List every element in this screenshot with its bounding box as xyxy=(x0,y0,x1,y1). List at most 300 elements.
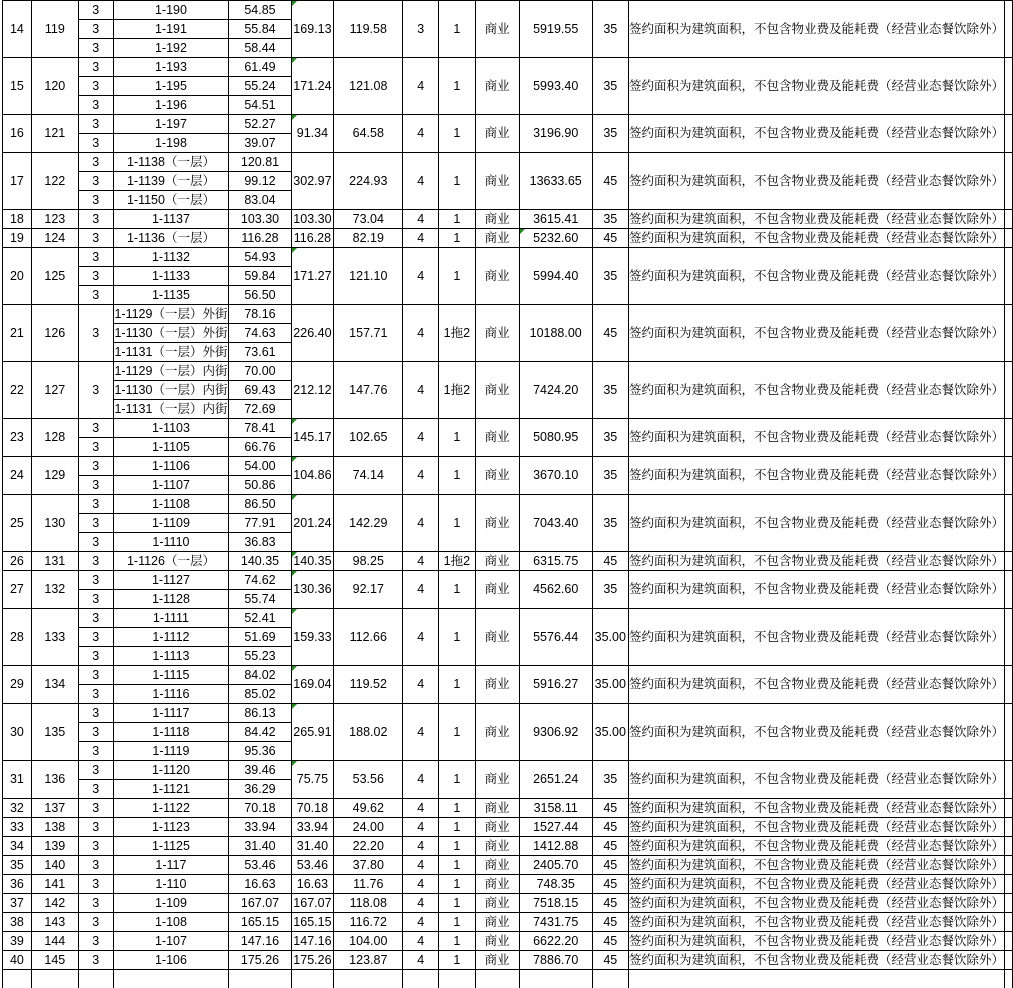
building-cell[interactable]: 3 xyxy=(78,115,113,134)
room-cell[interactable]: 1-1127 xyxy=(113,571,229,590)
price-cell[interactable]: 3615.41 xyxy=(519,210,592,229)
building-cell[interactable]: 3 xyxy=(78,571,113,590)
total-area-cell[interactable]: 53.46 xyxy=(291,856,333,875)
unit-no-cell[interactable]: 126 xyxy=(31,305,78,362)
price-cell[interactable]: 748.35 xyxy=(519,875,592,894)
building-cell[interactable]: 3 xyxy=(78,153,113,172)
total-area-cell[interactable]: 16.63 xyxy=(291,875,333,894)
room-area-cell[interactable]: 116.28 xyxy=(229,229,291,248)
layout-cell[interactable]: 1 xyxy=(439,894,476,913)
price-cell[interactable]: 7431.75 xyxy=(519,913,592,932)
rate-cell[interactable]: 35 xyxy=(592,457,628,495)
total-area-cell[interactable]: 212.12 xyxy=(291,362,333,419)
building-cell[interactable]: 3 xyxy=(78,913,113,932)
inner-area-cell[interactable]: 119.58 xyxy=(334,1,403,58)
note-cell[interactable]: 签约面积为建筑面积，不包含物业费及能耗费（经营业态餐饮除外） xyxy=(628,837,1004,856)
layout-cell[interactable]: 1 xyxy=(439,856,476,875)
floors-cell[interactable]: 4 xyxy=(403,761,439,799)
room-area-cell[interactable]: 74.62 xyxy=(229,571,291,590)
unit-no-cell[interactable]: 125 xyxy=(31,248,78,305)
room-cell[interactable]: 1-1125 xyxy=(113,837,229,856)
room-cell[interactable]: 1-1131（一层）外街 xyxy=(113,343,229,362)
layout-cell[interactable]: 1 xyxy=(439,799,476,818)
edge-cell[interactable] xyxy=(1005,761,1013,799)
inner-area-cell[interactable]: 112.66 xyxy=(334,609,403,666)
rate-cell[interactable]: 35 xyxy=(592,419,628,457)
type-cell[interactable]: 商业 xyxy=(475,229,519,248)
building-cell[interactable]: 3 xyxy=(78,723,113,742)
inner-area-cell[interactable]: 147.76 xyxy=(334,362,403,419)
room-cell[interactable]: 1-191 xyxy=(113,20,229,39)
room-area-cell[interactable]: 61.49 xyxy=(229,58,291,77)
total-area-cell[interactable]: 33.94 xyxy=(291,818,333,837)
room-cell[interactable]: 1-1129（一层）内街 xyxy=(113,362,229,381)
total-area-cell[interactable]: 167.07 xyxy=(291,894,333,913)
unit-no-cell[interactable]: 127 xyxy=(31,362,78,419)
floors-cell[interactable]: 4 xyxy=(403,666,439,704)
type-cell[interactable]: 商业 xyxy=(475,305,519,362)
inner-area-cell[interactable] xyxy=(334,970,403,988)
inner-area-cell[interactable]: 74.14 xyxy=(334,457,403,495)
room-cell[interactable]: 1-1129（一层）外街 xyxy=(113,305,229,324)
floors-cell[interactable]: 4 xyxy=(403,495,439,552)
edge-cell[interactable] xyxy=(1005,932,1013,951)
note-cell[interactable]: 签约面积为建筑面积，不包含物业费及能耗费（经营业态餐饮除外） xyxy=(628,818,1004,837)
seq-cell[interactable]: 33 xyxy=(3,818,32,837)
seq-cell[interactable]: 29 xyxy=(3,666,32,704)
building-cell[interactable]: 3 xyxy=(78,58,113,77)
building-cell[interactable]: 3 xyxy=(78,533,113,552)
room-area-cell[interactable]: 70.00 xyxy=(229,362,291,381)
price-cell[interactable]: 2405.70 xyxy=(519,856,592,875)
rate-cell[interactable]: 45 xyxy=(592,875,628,894)
seq-cell[interactable]: 37 xyxy=(3,894,32,913)
room-area-cell[interactable]: 175.26 xyxy=(229,951,291,970)
layout-cell[interactable]: 1 xyxy=(439,666,476,704)
inner-area-cell[interactable]: 224.93 xyxy=(334,153,403,210)
note-cell[interactable]: 签约面积为建筑面积，不包含物业费及能耗费（经营业态餐饮除外） xyxy=(628,666,1004,704)
edge-cell[interactable] xyxy=(1005,153,1013,210)
seq-cell[interactable]: 35 xyxy=(3,856,32,875)
edge-cell[interactable] xyxy=(1005,875,1013,894)
price-cell[interactable]: 13633.65 xyxy=(519,153,592,210)
price-cell[interactable]: 1412.88 xyxy=(519,837,592,856)
edge-cell[interactable] xyxy=(1005,913,1013,932)
inner-area-cell[interactable]: 11.76 xyxy=(334,875,403,894)
seq-cell[interactable]: 24 xyxy=(3,457,32,495)
note-cell[interactable]: 签约面积为建筑面积，不包含物业费及能耗费（经营业态餐饮除外） xyxy=(628,552,1004,571)
unit-no-cell[interactable]: 132 xyxy=(31,571,78,609)
room-cell[interactable]: 1-190 xyxy=(113,1,229,20)
edge-cell[interactable] xyxy=(1005,305,1013,362)
building-cell[interactable]: 3 xyxy=(78,951,113,970)
room-area-cell[interactable]: 69.43 xyxy=(229,381,291,400)
inner-area-cell[interactable]: 53.56 xyxy=(334,761,403,799)
note-cell[interactable]: 签约面积为建筑面积，不包含物业费及能耗费（经营业态餐饮除外） xyxy=(628,932,1004,951)
room-area-cell[interactable]: 39.46 xyxy=(229,761,291,780)
total-area-cell[interactable]: 159.33 xyxy=(291,609,333,666)
type-cell[interactable]: 商业 xyxy=(475,704,519,761)
layout-cell[interactable]: 1 xyxy=(439,913,476,932)
price-cell[interactable]: 3670.10 xyxy=(519,457,592,495)
unit-no-cell[interactable]: 143 xyxy=(31,913,78,932)
rate-cell[interactable]: 45 xyxy=(592,913,628,932)
rate-cell[interactable]: 45 xyxy=(592,894,628,913)
seq-cell[interactable] xyxy=(3,970,32,988)
floors-cell[interactable]: 4 xyxy=(403,457,439,495)
note-cell[interactable]: 签约面积为建筑面积，不包含物业费及能耗费（经营业态餐饮除外） xyxy=(628,58,1004,115)
seq-cell[interactable]: 32 xyxy=(3,799,32,818)
floors-cell[interactable]: 4 xyxy=(403,552,439,571)
seq-cell[interactable]: 31 xyxy=(3,761,32,799)
building-cell[interactable]: 3 xyxy=(78,609,113,628)
price-cell[interactable]: 9306.92 xyxy=(519,704,592,761)
unit-no-cell[interactable]: 122 xyxy=(31,153,78,210)
room-area-cell[interactable]: 77.91 xyxy=(229,514,291,533)
floors-cell[interactable]: 4 xyxy=(403,818,439,837)
total-area-cell[interactable]: 31.40 xyxy=(291,837,333,856)
note-cell[interactable]: 签约面积为建筑面积，不包含物业费及能耗费（经营业态餐饮除外） xyxy=(628,799,1004,818)
price-cell[interactable]: 2651.24 xyxy=(519,761,592,799)
building-cell[interactable]: 3 xyxy=(78,229,113,248)
rate-cell[interactable]: 45 xyxy=(592,305,628,362)
note-cell[interactable]: 签约面积为建筑面积，不包含物业费及能耗费（经营业态餐饮除外） xyxy=(628,913,1004,932)
room-cell[interactable]: 1-106 xyxy=(113,951,229,970)
room-cell[interactable]: 1-193 xyxy=(113,58,229,77)
edge-cell[interactable] xyxy=(1005,571,1013,609)
layout-cell[interactable]: 1 xyxy=(439,495,476,552)
edge-cell[interactable] xyxy=(1005,1,1013,58)
floors-cell[interactable]: 4 xyxy=(403,153,439,210)
layout-cell[interactable]: 1 xyxy=(439,932,476,951)
edge-cell[interactable] xyxy=(1005,951,1013,970)
room-area-cell[interactable]: 55.74 xyxy=(229,590,291,609)
room-cell[interactable]: 1-1109 xyxy=(113,514,229,533)
inner-area-cell[interactable]: 121.10 xyxy=(334,248,403,305)
room-cell[interactable]: 1-195 xyxy=(113,77,229,96)
type-cell[interactable]: 商业 xyxy=(475,932,519,951)
edge-cell[interactable] xyxy=(1005,419,1013,457)
room-area-cell[interactable]: 83.04 xyxy=(229,191,291,210)
note-cell[interactable]: 签约面积为建筑面积，不包含物业费及能耗费（经营业态餐饮除外） xyxy=(628,571,1004,609)
room-area-cell[interactable]: 140.35 xyxy=(229,552,291,571)
room-cell[interactable]: 1-1108 xyxy=(113,495,229,514)
room-cell[interactable]: 1-1118 xyxy=(113,723,229,742)
room-area-cell[interactable]: 54.51 xyxy=(229,96,291,115)
note-cell[interactable]: 签约面积为建筑面积，不包含物业费及能耗费（经营业态餐饮除外） xyxy=(628,1,1004,58)
note-cell[interactable]: 签约面积为建筑面积，不包含物业费及能耗费（经营业态餐饮除外） xyxy=(628,248,1004,305)
rate-cell[interactable]: 35.00 xyxy=(592,704,628,761)
type-cell[interactable]: 商业 xyxy=(475,495,519,552)
rate-cell[interactable]: 35.00 xyxy=(592,666,628,704)
building-cell[interactable]: 3 xyxy=(78,932,113,951)
floors-cell[interactable]: 4 xyxy=(403,837,439,856)
room-area-cell[interactable]: 165.15 xyxy=(229,913,291,932)
layout-cell[interactable]: 1拖2 xyxy=(439,362,476,419)
rate-cell[interactable]: 35 xyxy=(592,115,628,153)
room-area-cell[interactable]: 54.85 xyxy=(229,1,291,20)
note-cell[interactable]: 签约面积为建筑面积，不包含物业费及能耗费（经营业态餐饮除外） xyxy=(628,761,1004,799)
floors-cell[interactable]: 4 xyxy=(403,419,439,457)
room-area-cell[interactable]: 53.46 xyxy=(229,856,291,875)
unit-no-cell[interactable]: 142 xyxy=(31,894,78,913)
room-area-cell[interactable]: 84.42 xyxy=(229,723,291,742)
price-cell[interactable]: 5080.95 xyxy=(519,419,592,457)
total-area-cell[interactable]: 302.97 xyxy=(291,153,333,210)
room-area-cell[interactable]: 39.07 xyxy=(229,134,291,153)
type-cell[interactable]: 商业 xyxy=(475,58,519,115)
rate-cell[interactable]: 35 xyxy=(592,210,628,229)
price-cell[interactable]: 5916.27 xyxy=(519,666,592,704)
room-area-cell[interactable]: 50.86 xyxy=(229,476,291,495)
unit-no-cell[interactable]: 134 xyxy=(31,666,78,704)
unit-no-cell[interactable]: 138 xyxy=(31,818,78,837)
price-cell[interactable]: 6315.75 xyxy=(519,552,592,571)
rate-cell[interactable]: 45 xyxy=(592,837,628,856)
room-cell[interactable]: 1-198 xyxy=(113,134,229,153)
unit-no-cell[interactable]: 144 xyxy=(31,932,78,951)
layout-cell[interactable]: 1 xyxy=(439,58,476,115)
type-cell[interactable]: 商业 xyxy=(475,818,519,837)
rate-cell[interactable] xyxy=(592,970,628,988)
seq-cell[interactable]: 15 xyxy=(3,58,32,115)
edge-cell[interactable] xyxy=(1005,704,1013,761)
rate-cell[interactable]: 45 xyxy=(592,951,628,970)
building-cell[interactable]: 3 xyxy=(78,191,113,210)
building-cell[interactable]: 3 xyxy=(78,210,113,229)
unit-no-cell[interactable]: 140 xyxy=(31,856,78,875)
room-area-cell[interactable]: 78.41 xyxy=(229,419,291,438)
room-cell[interactable]: 1-1130（一层）内街 xyxy=(113,381,229,400)
seq-cell[interactable]: 34 xyxy=(3,837,32,856)
seq-cell[interactable]: 28 xyxy=(3,609,32,666)
note-cell[interactable]: 签约面积为建筑面积，不包含物业费及能耗费（经营业态餐饮除外） xyxy=(628,305,1004,362)
floors-cell[interactable]: 4 xyxy=(403,894,439,913)
unit-no-cell[interactable]: 124 xyxy=(31,229,78,248)
room-cell[interactable]: 1-1150（一层） xyxy=(113,191,229,210)
floors-cell[interactable]: 4 xyxy=(403,704,439,761)
room-area-cell[interactable]: 86.13 xyxy=(229,704,291,723)
room-area-cell[interactable]: 58.44 xyxy=(229,39,291,58)
room-area-cell[interactable]: 86.50 xyxy=(229,495,291,514)
building-cell[interactable]: 3 xyxy=(78,96,113,115)
room-cell[interactable]: 1-1135 xyxy=(113,286,229,305)
seq-cell[interactable]: 39 xyxy=(3,932,32,951)
seq-cell[interactable]: 30 xyxy=(3,704,32,761)
layout-cell[interactable]: 1 xyxy=(439,609,476,666)
room-cell[interactable]: 1-108 xyxy=(113,913,229,932)
edge-cell[interactable] xyxy=(1005,552,1013,571)
unit-no-cell[interactable]: 139 xyxy=(31,837,78,856)
edge-cell[interactable] xyxy=(1005,58,1013,115)
room-area-cell[interactable]: 54.93 xyxy=(229,248,291,267)
total-area-cell[interactable]: 130.36 xyxy=(291,571,333,609)
unit-no-cell[interactable]: 123 xyxy=(31,210,78,229)
building-cell[interactable]: 3 xyxy=(78,248,113,267)
unit-no-cell[interactable]: 131 xyxy=(31,552,78,571)
rate-cell[interactable]: 45 xyxy=(592,856,628,875)
inner-area-cell[interactable]: 123.87 xyxy=(334,951,403,970)
room-area-cell[interactable]: 167.07 xyxy=(229,894,291,913)
type-cell[interactable]: 商业 xyxy=(475,362,519,419)
type-cell[interactable]: 商业 xyxy=(475,951,519,970)
rate-cell[interactable]: 45 xyxy=(592,153,628,210)
room-area-cell[interactable]: 51.69 xyxy=(229,628,291,647)
seq-cell[interactable]: 16 xyxy=(3,115,32,153)
total-area-cell[interactable] xyxy=(291,970,333,988)
room-area-cell[interactable]: 84.02 xyxy=(229,666,291,685)
inner-area-cell[interactable]: 64.58 xyxy=(334,115,403,153)
building-cell[interactable]: 3 xyxy=(78,267,113,286)
building-cell[interactable]: 3 xyxy=(78,647,113,666)
room-cell[interactable]: 1-1123 xyxy=(113,818,229,837)
building-cell[interactable]: 3 xyxy=(78,286,113,305)
edge-cell[interactable] xyxy=(1005,970,1013,988)
floors-cell[interactable]: 4 xyxy=(403,305,439,362)
total-area-cell[interactable]: 104.86 xyxy=(291,457,333,495)
room-cell[interactable]: 1-1120 xyxy=(113,761,229,780)
note-cell[interactable]: 签约面积为建筑面积，不包含物业费及能耗费（经营业态餐饮除外） xyxy=(628,495,1004,552)
price-cell[interactable]: 5993.40 xyxy=(519,58,592,115)
rate-cell[interactable]: 35 xyxy=(592,58,628,115)
building-cell[interactable]: 3 xyxy=(78,305,113,362)
inner-area-cell[interactable]: 98.25 xyxy=(334,552,403,571)
room-cell[interactable]: 1-1111 xyxy=(113,609,229,628)
rate-cell[interactable]: 45 xyxy=(592,818,628,837)
room-cell[interactable]: 1-1119 xyxy=(113,742,229,761)
edge-cell[interactable] xyxy=(1005,666,1013,704)
room-area-cell[interactable]: 33.94 xyxy=(229,818,291,837)
price-cell[interactable]: 5576.44 xyxy=(519,609,592,666)
room-cell[interactable] xyxy=(113,970,229,988)
building-cell[interactable]: 3 xyxy=(78,495,113,514)
room-area-cell[interactable]: 36.29 xyxy=(229,780,291,799)
floors-cell[interactable]: 4 xyxy=(403,856,439,875)
room-cell[interactable]: 1-1133 xyxy=(113,267,229,286)
rate-cell[interactable]: 35.00 xyxy=(592,609,628,666)
layout-cell[interactable]: 1 xyxy=(439,875,476,894)
inner-area-cell[interactable]: 22.20 xyxy=(334,837,403,856)
unit-no-cell[interactable]: 133 xyxy=(31,609,78,666)
layout-cell[interactable]: 1拖2 xyxy=(439,305,476,362)
inner-area-cell[interactable]: 157.71 xyxy=(334,305,403,362)
building-cell[interactable]: 3 xyxy=(78,628,113,647)
room-cell[interactable]: 1-1105 xyxy=(113,438,229,457)
type-cell[interactable]: 商业 xyxy=(475,552,519,571)
layout-cell[interactable]: 1 xyxy=(439,457,476,495)
room-area-cell[interactable]: 103.30 xyxy=(229,210,291,229)
seq-cell[interactable]: 25 xyxy=(3,495,32,552)
type-cell[interactable]: 商业 xyxy=(475,571,519,609)
edge-cell[interactable] xyxy=(1005,856,1013,875)
building-cell[interactable]: 3 xyxy=(78,362,113,419)
room-cell[interactable]: 1-1103 xyxy=(113,419,229,438)
building-cell[interactable]: 3 xyxy=(78,39,113,58)
unit-no-cell[interactable]: 120 xyxy=(31,58,78,115)
building-cell[interactable]: 3 xyxy=(78,552,113,571)
edge-cell[interactable] xyxy=(1005,495,1013,552)
room-cell[interactable]: 1-1113 xyxy=(113,647,229,666)
type-cell[interactable]: 商业 xyxy=(475,799,519,818)
type-cell[interactable]: 商业 xyxy=(475,115,519,153)
total-area-cell[interactable]: 175.26 xyxy=(291,951,333,970)
inner-area-cell[interactable]: 119.52 xyxy=(334,666,403,704)
floors-cell[interactable]: 4 xyxy=(403,932,439,951)
total-area-cell[interactable]: 226.40 xyxy=(291,305,333,362)
seq-cell[interactable]: 38 xyxy=(3,913,32,932)
price-cell[interactable]: 7886.70 xyxy=(519,951,592,970)
room-area-cell[interactable] xyxy=(229,970,291,988)
total-area-cell[interactable]: 91.34 xyxy=(291,115,333,153)
building-cell[interactable]: 3 xyxy=(78,761,113,780)
room-cell[interactable]: 1-1137 xyxy=(113,210,229,229)
room-area-cell[interactable]: 31.40 xyxy=(229,837,291,856)
edge-cell[interactable] xyxy=(1005,229,1013,248)
room-area-cell[interactable]: 36.83 xyxy=(229,533,291,552)
inner-area-cell[interactable]: 49.62 xyxy=(334,799,403,818)
room-area-cell[interactable]: 16.63 xyxy=(229,875,291,894)
floors-cell[interactable] xyxy=(403,970,439,988)
room-cell[interactable]: 1-1126（一层） xyxy=(113,552,229,571)
room-area-cell[interactable]: 55.23 xyxy=(229,647,291,666)
inner-area-cell[interactable]: 92.17 xyxy=(334,571,403,609)
rate-cell[interactable]: 35 xyxy=(592,761,628,799)
building-cell[interactable]: 3 xyxy=(78,1,113,20)
building-cell[interactable]: 3 xyxy=(78,172,113,191)
unit-no-cell[interactable]: 141 xyxy=(31,875,78,894)
inner-area-cell[interactable]: 142.29 xyxy=(334,495,403,552)
note-cell[interactable]: 签约面积为建筑面积，不包含物业费及能耗费（经营业态餐饮除外） xyxy=(628,609,1004,666)
rate-cell[interactable]: 35 xyxy=(592,362,628,419)
note-cell[interactable]: 签约面积为建筑面积，不包含物业费及能耗费（经营业态餐饮除外） xyxy=(628,362,1004,419)
note-cell[interactable]: 签约面积为建筑面积，不包含物业费及能耗费（经营业态餐饮除外） xyxy=(628,153,1004,210)
room-cell[interactable]: 1-1110 xyxy=(113,533,229,552)
price-cell[interactable]: 7518.15 xyxy=(519,894,592,913)
unit-no-cell[interactable]: 130 xyxy=(31,495,78,552)
room-cell[interactable]: 1-1117 xyxy=(113,704,229,723)
seq-cell[interactable]: 22 xyxy=(3,362,32,419)
seq-cell[interactable]: 27 xyxy=(3,571,32,609)
total-area-cell[interactable]: 169.04 xyxy=(291,666,333,704)
edge-cell[interactable] xyxy=(1005,894,1013,913)
layout-cell[interactable]: 1 xyxy=(439,818,476,837)
seq-cell[interactable]: 26 xyxy=(3,552,32,571)
type-cell[interactable]: 商业 xyxy=(475,609,519,666)
unit-no-cell[interactable]: 121 xyxy=(31,115,78,153)
type-cell[interactable]: 商业 xyxy=(475,837,519,856)
building-cell[interactable]: 3 xyxy=(78,875,113,894)
room-cell[interactable]: 1-1106 xyxy=(113,457,229,476)
room-cell[interactable]: 1-1122 xyxy=(113,799,229,818)
room-area-cell[interactable]: 54.00 xyxy=(229,457,291,476)
price-cell[interactable] xyxy=(519,970,592,988)
total-area-cell[interactable]: 171.27 xyxy=(291,248,333,305)
floors-cell[interactable]: 4 xyxy=(403,115,439,153)
note-cell[interactable] xyxy=(628,970,1004,988)
unit-no-cell[interactable]: 119 xyxy=(31,1,78,58)
note-cell[interactable]: 签约面积为建筑面积，不包含物业费及能耗费（经营业态餐饮除外） xyxy=(628,115,1004,153)
building-cell[interactable]: 3 xyxy=(78,704,113,723)
building-cell[interactable]: 3 xyxy=(78,856,113,875)
edge-cell[interactable] xyxy=(1005,818,1013,837)
room-cell[interactable]: 1-107 xyxy=(113,932,229,951)
building-cell[interactable]: 3 xyxy=(78,476,113,495)
room-cell[interactable]: 1-117 xyxy=(113,856,229,875)
seq-cell[interactable]: 20 xyxy=(3,248,32,305)
seq-cell[interactable]: 19 xyxy=(3,229,32,248)
inner-area-cell[interactable]: 121.08 xyxy=(334,58,403,115)
unit-no-cell[interactable]: 145 xyxy=(31,951,78,970)
